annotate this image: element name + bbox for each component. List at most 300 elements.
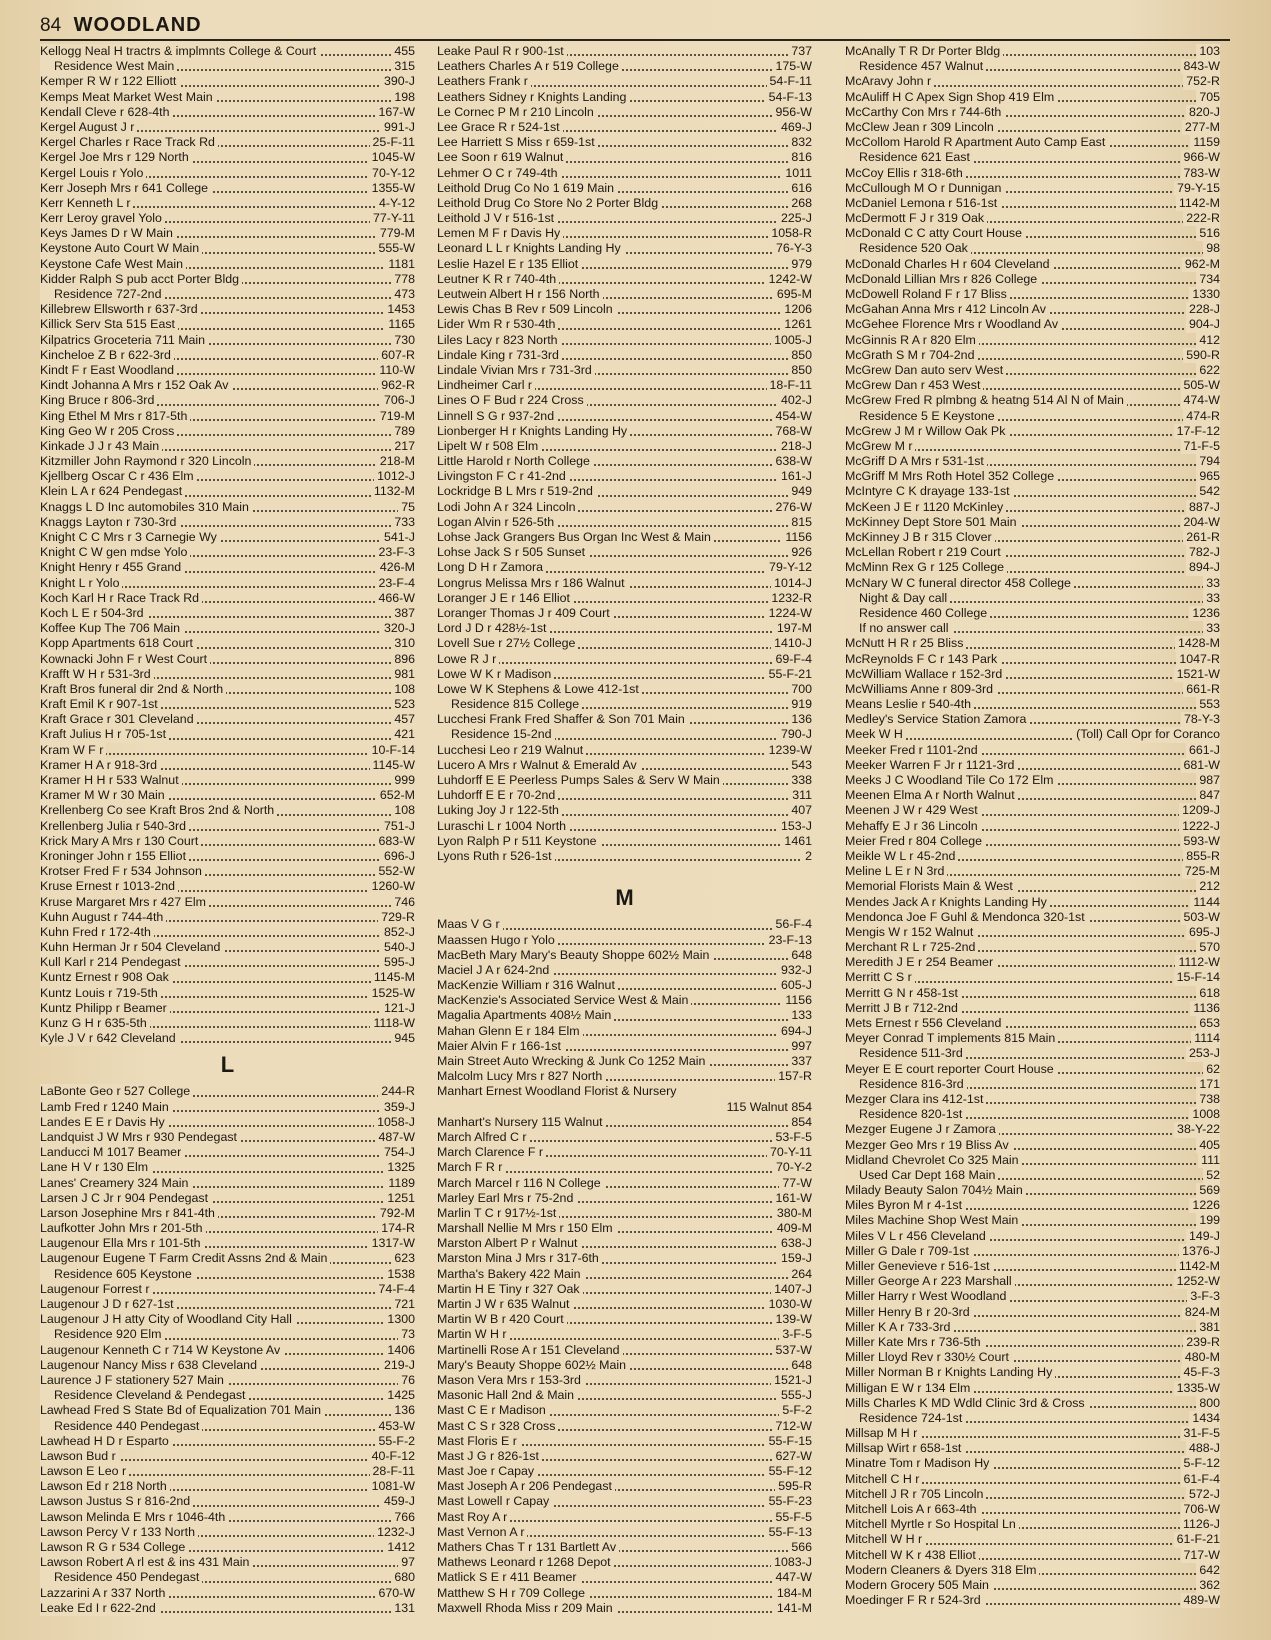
listing-name: Liles Lacy r 823 North — [437, 333, 561, 348]
listing-name: Residence 460 College — [845, 606, 990, 621]
listing-name: Kraft Bros funeral dir 2nd & North — [40, 682, 226, 697]
listing-entry — [437, 1373, 812, 1388]
listing-phone: 712-W — [773, 1419, 813, 1434]
listing-phone: 1412 — [384, 1540, 415, 1555]
listing-entry — [845, 241, 1220, 256]
listing-name: Kemps Meat Market West Main — [40, 90, 216, 105]
listing-name: Martin W B r 420 Court — [437, 1312, 567, 1327]
listing-entry — [437, 409, 812, 424]
listing-entry — [845, 1122, 1220, 1137]
listing-name: McDonald Lillian Mrs r 826 College — [845, 272, 1040, 287]
listing-name: March Marcel r 116 N College — [437, 1176, 604, 1191]
listing-phone: 23-F-4 — [376, 576, 416, 591]
listing-phone: 197-M — [774, 621, 812, 636]
listing-entry — [437, 1419, 812, 1434]
listing-entry — [437, 150, 812, 165]
listing-entry — [845, 105, 1220, 120]
listing-name: McGehee Florence Mrs r Woodland Av — [845, 317, 1061, 332]
listing-entry — [437, 1540, 812, 1555]
listing-name: Kraft Julius H r 705-1st — [40, 727, 169, 742]
listing-entry — [40, 986, 415, 1001]
listing-entry — [845, 773, 1220, 788]
listing-phone: 55-F-13 — [766, 1525, 812, 1540]
listing-phone: 706-W — [1181, 1502, 1221, 1517]
listing-entry — [437, 120, 812, 135]
listing-phone: 543 — [788, 758, 812, 773]
listing-name: Lindale Vivian Mrs r 731-3rd — [437, 363, 595, 378]
listing-name: Koch Karl H r Race Track Rd — [40, 591, 202, 606]
listing-name: Laufkotter John Mrs r 201-5th — [40, 1221, 206, 1236]
listing-phone: 141-M — [774, 1601, 812, 1616]
listing-name: McGrew M r — [845, 439, 915, 454]
listing-phone: 622 — [1196, 363, 1220, 378]
listing-phone: 133 — [788, 1008, 812, 1023]
page-number: 84 — [40, 15, 62, 36]
listing-entry — [40, 409, 415, 424]
listing-entry — [40, 1130, 415, 1145]
listing-phone: 648 — [788, 948, 812, 963]
listing-name: Lawson E Leo r — [40, 1464, 129, 1479]
listing-name: Miles Byron M r 4-1st — [845, 1198, 965, 1213]
listing-entry — [845, 1426, 1220, 1441]
listing-entry — [437, 803, 812, 818]
listing-name: McDowell Roland F r 17 Bliss — [845, 287, 1010, 302]
listing-name: Matthew S H r 709 College — [437, 1586, 588, 1601]
listing-phone: 149-J — [1186, 1229, 1220, 1244]
listing-name: If no answer call — [845, 621, 952, 636]
listing-name: Kuntz Ernest r 908 Oak — [40, 970, 172, 985]
listing-entry — [845, 834, 1220, 849]
listing-entry — [437, 1024, 812, 1039]
listing-phone: 381 — [1196, 1320, 1220, 1335]
listing-name: Knaggs L D Inc automobiles 310 Main — [40, 500, 252, 515]
listing-name: Long D H r Zamora — [437, 560, 546, 575]
listing-name: Logan Alvin r 526-5th — [437, 515, 557, 530]
listing-entry — [40, 135, 415, 150]
listing-entry — [437, 712, 812, 727]
listing-entry — [40, 44, 415, 59]
listing-entry — [437, 849, 812, 864]
listing-name: Lucchesi Frank Fred Shaffer & Son 701 Main — [437, 712, 688, 727]
listing-entry — [437, 1282, 812, 1297]
listing-phone: 653 — [1196, 1016, 1220, 1031]
listing-phone: 103 — [1196, 44, 1220, 59]
listing-phone: 380-M — [774, 1206, 812, 1221]
listing-phone: 139-W — [773, 1312, 813, 1327]
listing-phone: 457 — [391, 712, 415, 727]
listing-phone: 981 — [391, 667, 415, 682]
listing-entry — [437, 758, 812, 773]
listing-entry — [845, 500, 1220, 515]
listing-name: Kuhn Fred r 172-4th — [40, 925, 154, 940]
listing-entry — [437, 667, 812, 682]
listing-name: Linnell S G r 937-2nd — [437, 409, 557, 424]
listing-name: Miller Harry r West Woodland — [845, 1289, 1009, 1304]
listing-name: Leonard L L r Knights Landing Hy — [437, 241, 624, 256]
listing-phone: 55-F-2 — [376, 1434, 416, 1449]
listing-name: Modern Grocery 505 Main — [845, 1578, 992, 1593]
listing-name: Mitchell Myrtle r So Hospital Ln — [845, 1517, 1019, 1532]
listing-name: Laugenour Eugene T Farm Credit Assns 2nd & Main — [40, 1251, 330, 1266]
listing-entry — [437, 378, 812, 393]
listing-phone: 97 — [398, 1555, 415, 1570]
listing-phone: 572-J — [1186, 1487, 1220, 1502]
listing-name: Lionberger H r Knights Landing Hy — [437, 424, 630, 439]
listing-name: Little Harold r North College — [437, 454, 593, 469]
listing-entry — [40, 849, 415, 864]
listing-phone: 1206 — [781, 302, 812, 317]
listing-entry — [40, 895, 415, 910]
listing-phone: 315 — [391, 59, 415, 74]
listing-name: Night & Day call — [845, 591, 950, 606]
listing-phone: 77-Y-11 — [370, 211, 415, 226]
listing-name: Modern Cleaners & Dyers 318 Elm — [845, 1563, 1039, 1578]
listing-name: Kergel Louis r Yolo — [40, 166, 146, 181]
listing-phone: 962-R — [378, 378, 415, 393]
listing-name: Kramer M W r 30 Main — [40, 788, 168, 803]
listing-name: Miles V L r 456 Cleveland — [845, 1229, 989, 1244]
listing-name: Kramer H A r 918-3rd — [40, 758, 160, 773]
listing-name: Mitchell Lois A r 663-4th — [845, 1502, 980, 1517]
listing-entry — [40, 287, 415, 302]
listing-entry — [437, 226, 812, 241]
listing-entry — [437, 788, 812, 803]
listing-entry — [845, 955, 1220, 970]
listing-name: Mitchell C H r — [845, 1472, 922, 1487]
listing-entry — [845, 560, 1220, 575]
listing-phone: 696-J — [381, 849, 415, 864]
listing-phone: 1434 — [1189, 1411, 1220, 1426]
listing-name: Kergel Joe Mrs r 129 North — [40, 150, 192, 165]
listing-entry — [845, 302, 1220, 317]
listing-entry — [40, 1191, 415, 1206]
listing-name: McWilliam Wallace r 152-3rd — [845, 667, 1005, 682]
listing-phone: 1453 — [384, 302, 415, 317]
listing-entry — [845, 1153, 1220, 1168]
listing-name: Knaggs Layton r 730-3rd — [40, 515, 179, 530]
listing-name: Means Leslie r 540-4th — [845, 697, 974, 712]
listing-phone: 469-J — [778, 120, 812, 135]
listing-name: Miller George A r 223 Marshall — [845, 1274, 1015, 1289]
listing-name: Residence West Main — [40, 59, 177, 74]
listing-name: Krellenberg Co see Kraft Bros 2nd & North — [40, 803, 277, 818]
listing-entry — [40, 1236, 415, 1251]
listing-name: Meek W H — [845, 727, 906, 742]
listing-entry — [845, 1138, 1220, 1153]
listing-entry — [845, 59, 1220, 74]
listing-entry — [40, 1555, 415, 1570]
listing-name: Lee Harriett S Miss r 659-1st — [437, 135, 598, 150]
listing-phone: 487-W — [376, 1130, 416, 1145]
listing-phone: 33 — [1203, 576, 1220, 591]
listing-entry — [40, 545, 415, 560]
listing-name: Meline L E r N 3rd — [845, 864, 947, 879]
listing-name: McClew Jean r 309 Lincoln — [845, 120, 997, 135]
listing-name: Residence 724-1st — [845, 1411, 965, 1426]
listing-phone: 1222-J — [1179, 819, 1220, 834]
listing-continuation-text: 115 Walnut 854 — [726, 1099, 812, 1114]
listing-entry — [845, 150, 1220, 165]
listing-name: Kownacki John F r West Court — [40, 652, 210, 667]
listing-entry — [437, 1267, 812, 1282]
listing-phone: 1425 — [384, 1388, 415, 1403]
listing-phone: 1114 — [1191, 1031, 1220, 1046]
listing-phone: 338 — [788, 773, 812, 788]
listing-name: Midland Chevrolet Co 325 Main — [845, 1153, 1022, 1168]
listing-name: Mitchell W K r 438 Elliot — [845, 1548, 979, 1563]
listing-phone: 717-W — [1181, 1548, 1221, 1563]
listing-phone: 79-Y-15 — [1174, 181, 1220, 196]
listing-entry — [845, 682, 1220, 697]
listing-phone: 516 — [1196, 226, 1220, 241]
listing-name: Leithold Drug Co Store No 2 Porter Bldg — [437, 196, 661, 211]
listing-entry — [40, 1525, 415, 1540]
listing-entry — [845, 1472, 1220, 1487]
listing-name: Residence 450 Pendegast — [40, 1570, 202, 1585]
listing-name: Martin W H r — [437, 1327, 510, 1342]
listing-entry — [845, 1092, 1220, 1107]
listing-phone: 945 — [391, 1031, 415, 1046]
listing-name: Leake Ed I r 622-2nd — [40, 1601, 159, 1616]
listing-name: Maas V G r — [437, 917, 503, 932]
listing-entry — [845, 879, 1220, 894]
listing-phone: 2 — [802, 849, 812, 864]
listing-name: Landucci M 1017 Beamer — [40, 1145, 184, 1160]
listing-phone: 219-J — [381, 1358, 415, 1373]
listing-name: Lawson Justus S r 816-2nd — [40, 1494, 193, 1509]
listing-name: Le Cornec P M r 210 Lincoln — [437, 105, 597, 120]
listing-entry — [437, 317, 812, 332]
listing-phone: 638-J — [778, 1236, 812, 1251]
listing-entry — [845, 652, 1220, 667]
listing-phone: 5-F-12 — [1181, 1456, 1221, 1471]
listing-phone: 277-M — [1182, 120, 1220, 135]
listing-entry — [845, 484, 1220, 499]
listing-name: King Bruce r 806-3rd — [40, 393, 157, 408]
listing-entry — [40, 727, 415, 742]
listing-entry — [845, 1077, 1220, 1092]
listing-phone: 721 — [391, 1297, 415, 1312]
listing-phone: 75 — [398, 500, 415, 515]
listing-name: Mast Joe r Capay — [437, 1464, 537, 1479]
listing-phone: 1242-W — [766, 272, 812, 287]
listing-phone: 222-R — [1183, 211, 1220, 226]
listing-name: Miller Henry B r 20-3rd — [845, 1305, 973, 1320]
listing-entry — [437, 773, 812, 788]
listing-phone: 268 — [788, 196, 812, 211]
listing-entry — [845, 424, 1220, 439]
listing-entry — [845, 925, 1220, 940]
listing-entry — [40, 1464, 415, 1479]
listing-entry — [437, 1145, 812, 1160]
listing-entry — [437, 393, 812, 408]
listing-phone: 979 — [788, 257, 812, 272]
listing-entry — [845, 636, 1220, 651]
listing-name: McCoy Ellis r 318-6th — [845, 166, 966, 181]
listing-phone: 537-W — [773, 1343, 813, 1358]
listing-entry — [40, 454, 415, 469]
listing-entry — [437, 272, 812, 287]
listing-phone: 198 — [391, 90, 415, 105]
listing-name: Killick Serv Sta 515 East — [40, 317, 178, 332]
listing-phone: 18-F-11 — [767, 378, 812, 393]
listing-phone: 1126-J — [1180, 1517, 1220, 1532]
listing-phone: 1142-M — [1176, 196, 1220, 211]
listing-entry — [845, 545, 1220, 560]
listing-name: Krafft W H r 531-3rd — [40, 667, 154, 682]
listing-name: Marshall Nellie M Mrs r 150 Elm — [437, 1221, 616, 1236]
listing-name: Krotser Fred F r 534 Johnson — [40, 864, 205, 879]
listing-entry — [437, 1160, 812, 1175]
listing-name: Residence 511-3rd — [845, 1046, 966, 1061]
listing-name: Memorial Florists Main & West — [845, 879, 1016, 894]
listing-entry — [40, 1586, 415, 1601]
listing-phone: 62 — [1203, 1062, 1220, 1077]
listing-name: Miles Machine Shop West Main — [845, 1213, 1021, 1228]
listing-entry — [437, 287, 812, 302]
listing-phone: 605-J — [778, 978, 812, 993]
listing-name: Kraft Emil K r 907-1st — [40, 697, 161, 712]
listing-name: McReynolds F C r 143 Park — [845, 652, 1000, 667]
listing-entry — [437, 424, 812, 439]
listing-entry — [40, 743, 415, 758]
listing-phone: 52 — [1203, 1168, 1220, 1183]
listing-phone: 1014-J — [771, 576, 812, 591]
listing-entry — [845, 1335, 1220, 1350]
listing-name: Mast Vernon A r — [437, 1525, 527, 1540]
listing-phone: 569 — [1196, 1183, 1220, 1198]
listing-phone: 1521-W — [1174, 667, 1220, 682]
listing-entry — [845, 1107, 1220, 1122]
listing-name: Kjellberg Oscar C r 436 Elm — [40, 469, 197, 484]
listing-entry — [845, 1168, 1220, 1183]
listing-phone: 1406 — [384, 1343, 415, 1358]
listing-phone: 1355-W — [369, 181, 415, 196]
listing-phone: 405 — [1196, 1138, 1220, 1153]
listing-phone: 1189 — [385, 1176, 415, 1191]
listing-name: McIntyre C K drayage 133-1st — [845, 484, 1013, 499]
listing-phone: 40-F-12 — [369, 1449, 415, 1464]
listing-phone: 523 — [391, 697, 415, 712]
listing-name: Kunz G H r 635-5th — [40, 1016, 150, 1031]
listing-phone: 73 — [398, 1327, 415, 1342]
listing-phone: 5-F-2 — [779, 1403, 812, 1418]
listing-name: Residence 621 East — [845, 150, 973, 165]
listing-name: Lemen M F r Davis Hy — [437, 226, 563, 241]
listing-entry — [845, 727, 1220, 742]
listing-phone: 1030-W — [766, 1297, 812, 1312]
listing-name: Lucchesi Leo r 219 Walnut — [437, 743, 586, 758]
listing-name: Kyle J V r 642 Cleveland — [40, 1031, 179, 1046]
listing-phone: 1145-M — [371, 970, 415, 985]
listing-phone: 752-R — [1183, 74, 1220, 89]
listing-entry — [437, 1312, 812, 1327]
listing-phone: 616 — [788, 181, 812, 196]
listing-name: Maier Alvin F r 166-1st — [437, 1039, 564, 1054]
listing-name: Mast Floris E r — [437, 1434, 520, 1449]
listing-phone: 121-J — [381, 1001, 415, 1016]
listing-entry — [437, 948, 812, 963]
listing-name: Luhdorff E E Peerless Pumps Sales & Serv W Main — [437, 773, 723, 788]
listing-phone: 28-F-11 — [370, 1464, 415, 1479]
listing-name: Lee Grace R r 524-1st — [437, 120, 563, 135]
listing-name: Kerr Kenneth L r — [40, 196, 133, 211]
listing-phone: 1260-W — [369, 879, 415, 894]
listing-name: Luking Joy J r 122-5th — [437, 803, 562, 818]
listing-phone: 1142-M — [1176, 1259, 1220, 1274]
listing-name: Masonic Hall 2nd & Main — [437, 1388, 577, 1403]
listing-phone: 503-W — [1181, 910, 1221, 925]
listing-entry — [845, 211, 1220, 226]
listing-name: Maassen Hugo r Yolo — [437, 933, 558, 948]
listing-name: Mast Joseph A r 206 Pendegast — [437, 1479, 615, 1494]
listing-phone: 627-W — [773, 1449, 813, 1464]
listing-entry — [40, 1434, 415, 1449]
listing-phone: 850 — [788, 348, 812, 363]
listing-phone: 1251 — [384, 1191, 415, 1206]
listing-phone: 800 — [1196, 1396, 1220, 1411]
listing-name: Mast C S r 328 Cross — [437, 1419, 558, 1434]
listing-name: Mast Roy A r — [437, 1510, 510, 1525]
listing-phone: 595-R — [775, 1479, 812, 1494]
listing-entry — [845, 1062, 1220, 1077]
listing-entry — [40, 1373, 415, 1388]
listing-name: Martin J W r 635 Walnut — [437, 1297, 572, 1312]
listing-entry — [437, 241, 812, 256]
listing-entry — [40, 652, 415, 667]
listing-entry — [437, 636, 812, 651]
listing-entry — [845, 363, 1220, 378]
listing-entry — [845, 1411, 1220, 1426]
listing-name: Kemper R W r 122 Elliott — [40, 74, 179, 89]
listing-phone: 1011 — [782, 166, 812, 181]
listing-phone: 184-M — [774, 1586, 812, 1601]
listing-entry — [40, 1145, 415, 1160]
listing-entry — [40, 211, 415, 226]
listing-phone: 159-J — [778, 1251, 812, 1266]
listing-name: Lawson Percy V r 133 North — [40, 1525, 198, 1540]
listing-name: King Ethel M Mrs r 817-5th — [40, 409, 190, 424]
listing-name: Kindt F r East Woodland — [40, 363, 177, 378]
listing-name: March F R r — [437, 1160, 505, 1175]
listing-name: Miller Norman B r Knights Landing Hy — [845, 1365, 1055, 1380]
listing-name: Lewis Chas B Rev r 509 Lincoln — [437, 302, 616, 317]
listing-name: Lines O F Bud r 224 Cross — [437, 393, 587, 408]
listing-entry — [40, 59, 415, 74]
listing-phone: 387 — [391, 606, 415, 621]
listing-phone: 642 — [1196, 1563, 1220, 1578]
listing-phone: 175-W — [773, 59, 813, 74]
listing-name: Kellogg Neal H tractrs & implmnts College & Court — [40, 44, 319, 59]
listing-entry — [437, 348, 812, 363]
listing-phone: 167-W — [376, 105, 416, 120]
listing-name: McMinn Rex G r 125 College — [845, 560, 1007, 575]
listing-name: Mary's Beauty Shoppe 602½ Main — [437, 1358, 629, 1373]
listing-name: Laugenour J D r 627-1st — [40, 1297, 177, 1312]
listing-name: Kerr Joseph Mrs r 641 College — [40, 181, 211, 196]
listing-name: Kuhn Herman Jr r 504 Cleveland — [40, 940, 223, 955]
listing-entry — [437, 1449, 812, 1464]
listing-entry — [845, 226, 1220, 241]
listing-phone: 1159 — [1190, 135, 1220, 150]
listing-name: McNary W C funeral director 458 College — [845, 576, 1074, 591]
listing-entry — [845, 333, 1220, 348]
listing-phone: 171 — [1196, 1077, 1220, 1092]
listing-entry — [845, 469, 1220, 484]
listing-phone: 999 — [391, 773, 415, 788]
listing-phone: 61-F-4 — [1181, 1472, 1221, 1487]
listing-phone: 311 — [789, 788, 812, 803]
